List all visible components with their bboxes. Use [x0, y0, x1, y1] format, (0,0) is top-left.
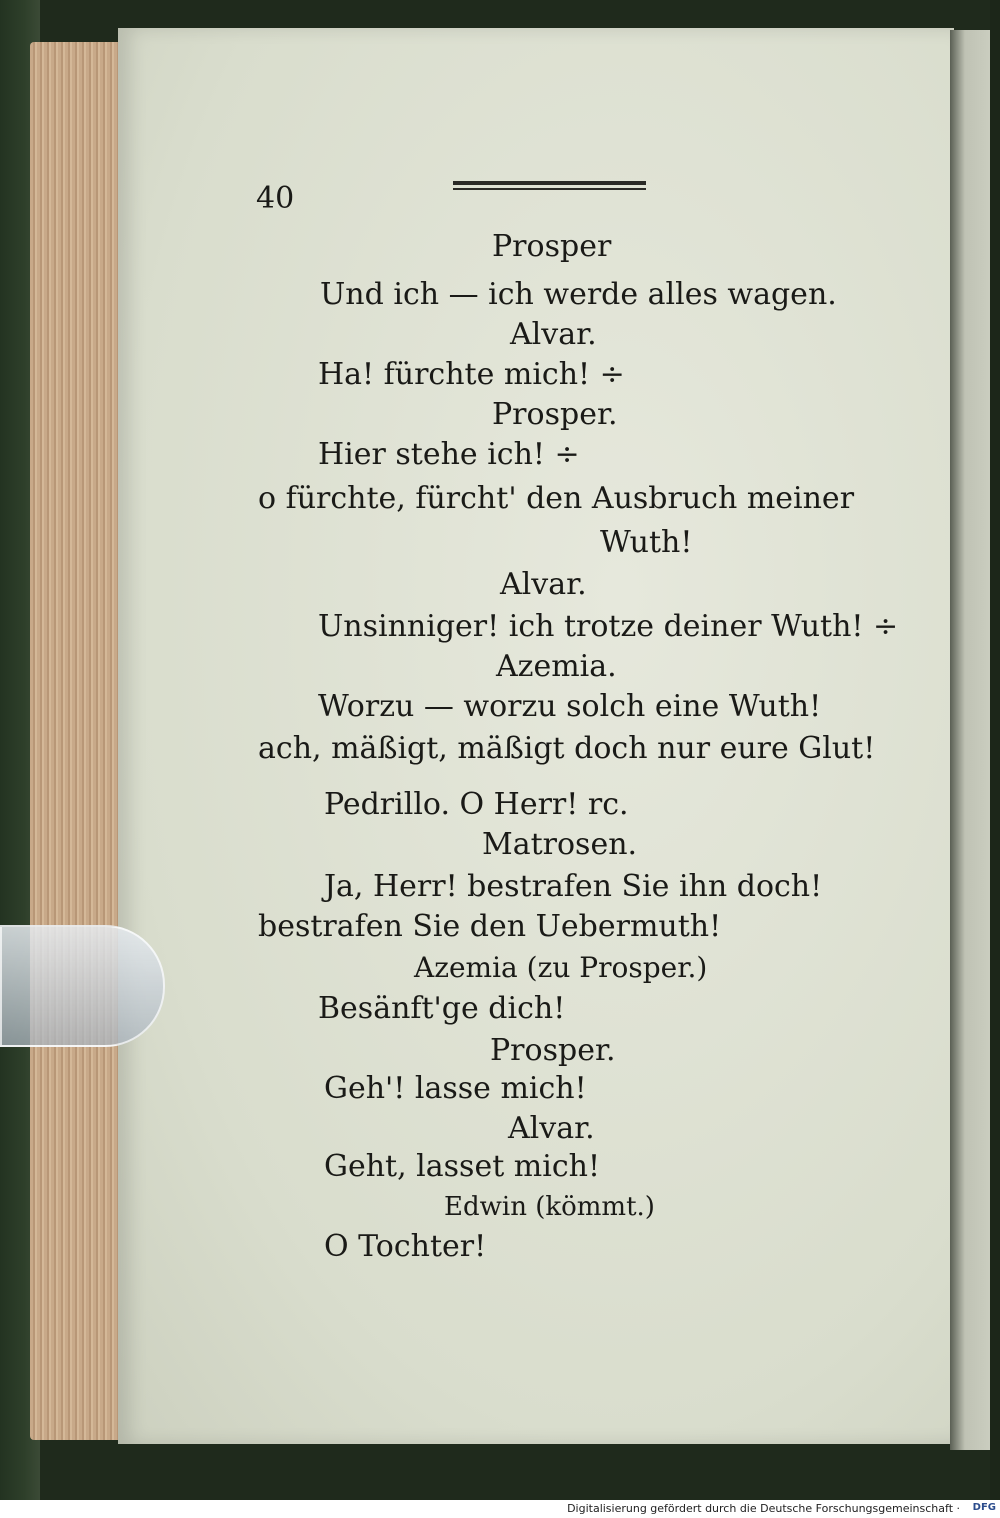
verse-line: Besänft'ge dich! [318, 991, 566, 1026]
verse-line: Geht, lasset mich! [324, 1149, 601, 1184]
speaker-line: Matrosen. [482, 827, 638, 862]
book-spine [990, 0, 1000, 1500]
dfg-logo: DFG [972, 1502, 996, 1513]
verse-line: Pedrillo. O Herr! rc. [324, 787, 629, 822]
verse-line: Ja, Herr! bestrafen Sie ihn doch! [324, 869, 823, 904]
verse-line: Worzu — worzu solch eine Wuth! [318, 689, 822, 724]
speaker-line: Prosper. [492, 397, 618, 432]
verse-line: Geh'! lasse mich! [324, 1071, 587, 1106]
speaker-line: Azemia (zu Prosper.) [414, 951, 708, 984]
verse-line: Wuth! [600, 525, 693, 560]
verse-line: Hier stehe ich! ÷ [318, 437, 580, 472]
verse-line: Und ich — ich werde alles wagen. [320, 277, 837, 312]
verse-line: Unsinniger! ich trotze deiner Wuth! ÷ [318, 609, 899, 644]
speaker-line: Prosper. [490, 1033, 616, 1068]
speaker-line: Alvar. [500, 567, 587, 602]
speaker-line: Edwin (kömmt.) [444, 1192, 655, 1222]
funding-credit: Digitalisierung gefördert durch die Deutsche Forschungsgemeinschaft · [567, 1502, 960, 1515]
verse-line: o fürchte, fürcht' den Ausbruch meiner [258, 481, 855, 516]
speaker-line: Alvar. [508, 1111, 595, 1146]
speaker-line: Prosper [492, 229, 612, 264]
page-number: 40 [256, 181, 295, 216]
bookmark-clip [0, 925, 165, 1047]
verse-line: ach, mäßigt, mäßigt doch nur eure Glut! [258, 731, 876, 766]
speaker-line: Alvar. [510, 317, 597, 352]
verse-line: Ha! fürchte mich! ÷ [318, 357, 625, 392]
footer-bar [0, 1500, 1000, 1518]
verse-line: O Tochter! [324, 1229, 487, 1264]
verse-line: bestrafen Sie den Uebermuth! [258, 909, 722, 944]
speaker-line: Azemia. [496, 649, 617, 684]
header-rule [453, 178, 646, 196]
